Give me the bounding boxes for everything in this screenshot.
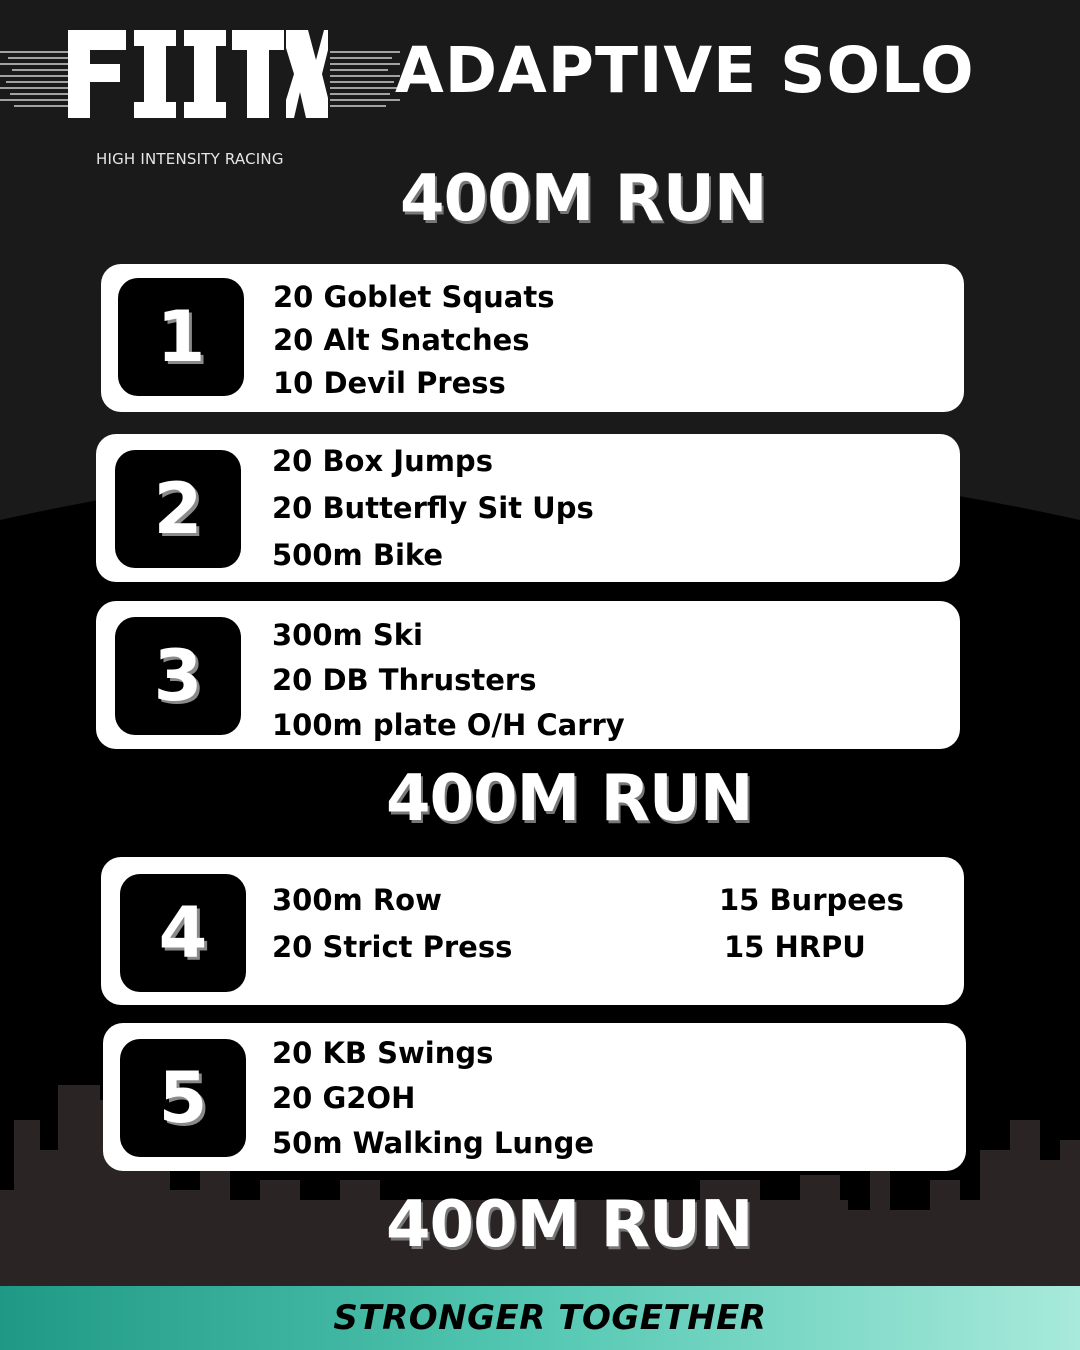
footer-slogan: STRONGER TOGETHER bbox=[333, 1298, 767, 1338]
exercise-list bbox=[273, 276, 555, 405]
logo-tagline: HIGH INTENSITY RACING bbox=[96, 150, 284, 168]
station-number-badge: 4 bbox=[120, 874, 246, 992]
exercise-list bbox=[272, 613, 625, 748]
exercise-item: 10 Devil Press bbox=[273, 366, 506, 400]
station-card-2 bbox=[96, 434, 960, 582]
station-card-5 bbox=[103, 1023, 966, 1171]
exercise-item: 20 DB Thrusters bbox=[272, 663, 537, 697]
run-label: 400M RUN bbox=[386, 762, 753, 836]
exercise-list bbox=[272, 1031, 594, 1166]
exercise-list-right bbox=[719, 877, 904, 971]
run-label: 400M RUN bbox=[400, 162, 767, 236]
station-number-badge: 5 bbox=[120, 1039, 246, 1157]
exercise-list bbox=[272, 877, 512, 971]
exercise-item: 20 Butterfly Sit Ups bbox=[272, 491, 594, 525]
station-card-3 bbox=[96, 601, 960, 749]
exercise-list bbox=[272, 438, 594, 579]
exercise-item: 20 Alt Snatches bbox=[273, 323, 530, 357]
station-card-1 bbox=[101, 264, 964, 412]
station-number-badge: 1 bbox=[118, 278, 244, 396]
exercise-item: 20 Goblet Squats bbox=[273, 280, 555, 314]
exercise-item: 20 Box Jumps bbox=[272, 444, 493, 478]
exercise-item: 20 Strict Press bbox=[272, 930, 513, 964]
exercise-item: 15 Burpees bbox=[719, 883, 904, 917]
exercise-item: 300m Row bbox=[272, 883, 442, 917]
exercise-item: 15 HRPU bbox=[724, 930, 866, 964]
exercise-item: 300m Ski bbox=[272, 618, 423, 652]
footer-banner bbox=[0, 1286, 1080, 1350]
station-number-badge: 2 bbox=[115, 450, 241, 568]
exercise-item: 500m Bike bbox=[272, 538, 444, 572]
exercise-item: 20 G2OH bbox=[272, 1081, 416, 1115]
exercise-item: 100m plate O/H Carry bbox=[272, 708, 625, 742]
exercise-item: 20 KB Swings bbox=[272, 1036, 494, 1070]
exercise-item: 50m Walking Lunge bbox=[272, 1126, 595, 1160]
run-label: 400M RUN bbox=[386, 1188, 753, 1262]
page-title: ADAPTIVE SOLO bbox=[395, 34, 975, 107]
station-number-badge: 3 bbox=[115, 617, 241, 735]
station-card-4 bbox=[101, 857, 964, 1005]
